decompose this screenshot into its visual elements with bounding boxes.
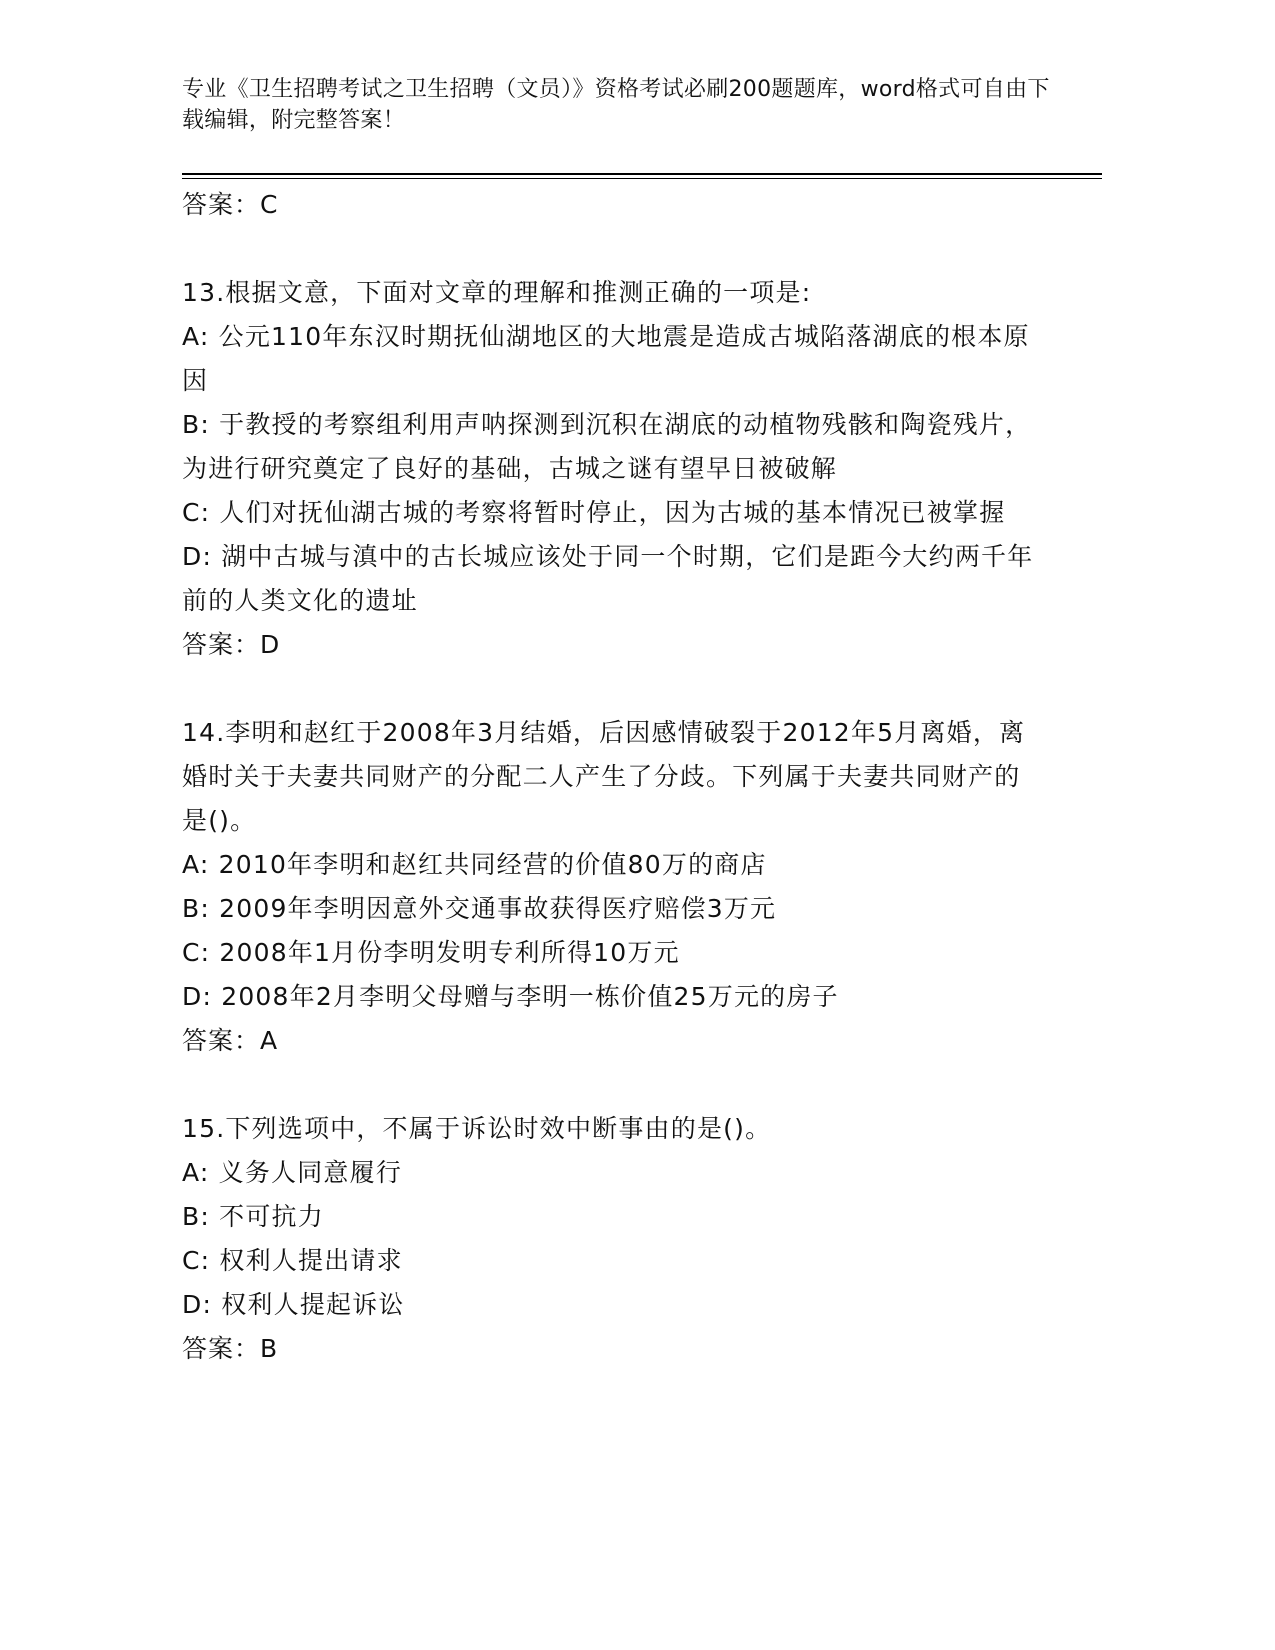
question-answer: 答案：D: [182, 630, 281, 659]
question-15: [182, 1107, 1042, 1327]
question-stem: 14.李明和赵红于2008年3月结婚，后因感情破裂于2012年5月离婚，离婚时关于夫妻共同财产的分配二人产生了分歧。下列属于夫妻共同财产的是()。: [182, 718, 1026, 835]
question-stem: 13.根据文意，下面对文章的理解和推测正确的一项是:: [182, 278, 812, 307]
option-b: B: 2009年李明因意外交通事故获得医疗赔偿3万元: [182, 894, 777, 923]
option-d: D: 2008年2月李明父母赠与李明一栋价值25万元的房子: [182, 982, 839, 1011]
option-c: C: 权利人提出请求: [182, 1246, 403, 1275]
document-body: [182, 183, 1042, 1371]
spacer: [182, 227, 1042, 271]
question-answer: 答案：A: [182, 1026, 279, 1055]
option-a: A: 2010年李明和赵红共同经营的价值80万的商店: [182, 850, 767, 879]
question-14: [182, 711, 1042, 1019]
option-a: A: 义务人同意履行: [182, 1158, 403, 1187]
option-c: C: 人们对抚仙湖古城的考察将暂时停止，因为古城的基本情况已被掌握: [182, 498, 1006, 527]
option-b: B: 于教授的考察组利用声呐探测到沉积在湖底的动植物残骸和陶瓷残片，为进行研究奠定了良好的基础，古城之谜有望早日被破解: [182, 410, 1032, 483]
option-d: D: 权利人提起诉讼: [182, 1290, 405, 1319]
previous-answer: 答案：C: [182, 190, 279, 219]
question-stem: 15.下列选项中，不属于诉讼时效中断事由的是()。: [182, 1114, 772, 1143]
header-rule-thin: [182, 178, 1102, 179]
spacer: [182, 667, 1042, 711]
option-a: A: 公元110年东汉时期抚仙湖地区的大地震是造成古城陷落湖底的根本原因: [182, 322, 1030, 395]
question-13: [182, 271, 1042, 623]
header-rule-thick: [182, 173, 1102, 175]
header-text: 专业《卫生招聘考试之卫生招聘（文员）》资格考试必刷200题题库，word格式可自由下载编辑，附完整答案！: [182, 77, 1050, 133]
option-d: D: 湖中古城与滇中的古长城应该处于同一个时期，它们是距今大约两千年前的人类文化的遗址: [182, 542, 1034, 615]
option-c: C: 2008年1月份李明发明专利所得10万元: [182, 938, 680, 967]
document-header: [182, 74, 1052, 136]
spacer: [182, 1063, 1042, 1107]
question-answer: 答案：B: [182, 1334, 279, 1363]
option-b: B: 不可抗力: [182, 1202, 324, 1231]
